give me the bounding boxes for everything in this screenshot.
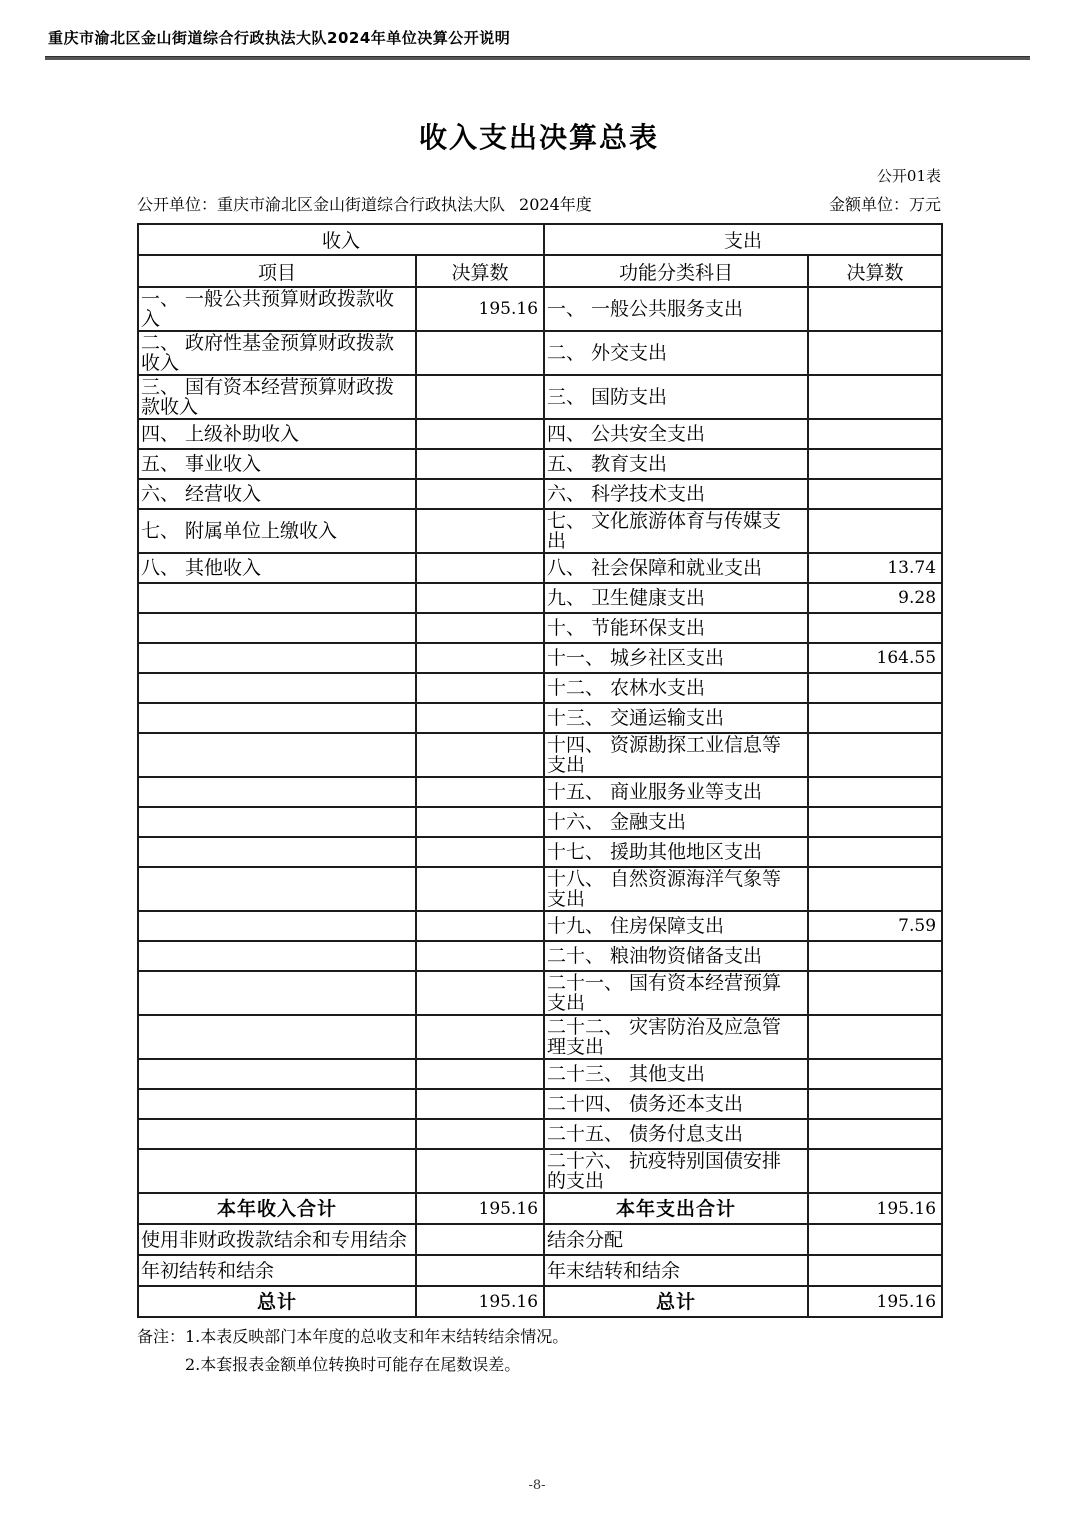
table-row <box>138 941 942 971</box>
income-value-cell <box>416 867 544 911</box>
table-row <box>138 479 942 509</box>
income-value-cell <box>416 583 544 613</box>
table-row <box>138 777 942 807</box>
table-number-label: 公开01表 <box>876 167 941 185</box>
table-row <box>138 553 942 583</box>
table-row <box>138 375 942 419</box>
income-item-cell <box>138 1119 416 1149</box>
table-header <box>138 224 942 287</box>
expense-item-cell: 八、 社会保障和就业支出 <box>544 553 808 583</box>
income-item-cell: 本年收入合计 <box>138 1193 416 1224</box>
table-row <box>138 509 942 553</box>
income-item-cell <box>138 837 416 867</box>
income-value-cell <box>416 807 544 837</box>
expense-item-cell: 十、 节能环保支出 <box>544 613 808 643</box>
expense-item-cell: 十六、 金融支出 <box>544 807 808 837</box>
income-item-cell: 五、 事业收入 <box>138 449 416 479</box>
publish-unit-label: 公开单位： <box>137 195 218 214</box>
expense-item-cell: 十七、 援助其他地区支出 <box>544 837 808 867</box>
expense-item-cell: 二十、 粮油物资储备支出 <box>544 941 808 971</box>
income-item-cell: 四、 上级补助收入 <box>138 419 416 449</box>
income-item-cell: 年初结转和结余 <box>138 1255 416 1286</box>
expense-value-cell <box>808 449 942 479</box>
table-row <box>138 613 942 643</box>
expense-item-cell: 一、 一般公共服务支出 <box>544 287 808 331</box>
expense-value-cell <box>808 1255 942 1286</box>
note-line-2: 2.本套报表金额单位转换时可能存在尾数误差。 <box>185 1355 521 1374</box>
expense-item-cell: 结余分配 <box>544 1224 808 1255</box>
meta-line <box>137 194 941 216</box>
expense-value-cell <box>808 971 942 1015</box>
table-row <box>138 807 942 837</box>
income-value-cell <box>416 971 544 1015</box>
table-row <box>138 1015 942 1059</box>
income-value-cell: 195.16 <box>416 287 544 331</box>
fiscal-year: 2024年度 <box>519 195 592 214</box>
income-value-cell <box>416 1089 544 1119</box>
income-item-cell <box>138 673 416 703</box>
table-row <box>138 331 942 375</box>
expense-value-cell <box>808 1015 942 1059</box>
income-item-cell <box>138 1149 416 1193</box>
header-divider <box>45 56 1030 60</box>
document-header-title: 重庆市渝北区金山街道综合行政执法大队2024年单位决算公开说明 <box>48 29 511 47</box>
col-header-income-value: 决算数 <box>416 255 544 287</box>
col-header-expense-item: 功能分类科目 <box>544 255 808 287</box>
table-row <box>138 867 942 911</box>
page-number: -8- <box>528 1478 546 1493</box>
expense-item-cell: 三、 国防支出 <box>544 375 808 419</box>
income-value-cell <box>416 331 544 375</box>
expense-item-cell: 本年支出合计 <box>544 1193 808 1224</box>
income-value-cell <box>416 1255 544 1286</box>
expense-value-cell <box>808 419 942 449</box>
table-row <box>138 911 942 941</box>
income-value-cell <box>416 777 544 807</box>
summary-row <box>138 1286 942 1317</box>
expense-value-cell <box>808 1119 942 1149</box>
expense-item-cell: 十五、 商业服务业等支出 <box>544 777 808 807</box>
expense-item-cell: 十三、 交通运输支出 <box>544 703 808 733</box>
table-row <box>138 703 942 733</box>
income-item-cell <box>138 733 416 777</box>
expense-value-cell <box>808 941 942 971</box>
income-item-cell <box>138 807 416 837</box>
expense-value-cell: 164.55 <box>808 643 942 673</box>
income-value-cell <box>416 837 544 867</box>
income-item-cell: 使用非财政拨款结余和专用结余 <box>138 1224 416 1255</box>
table-row <box>138 287 942 331</box>
col-header-expense-value: 决算数 <box>808 255 942 287</box>
table-row <box>138 733 942 777</box>
table-row <box>138 971 942 1015</box>
income-value-cell <box>416 375 544 419</box>
expense-item-cell: 总计 <box>544 1286 808 1317</box>
income-value-cell <box>416 1119 544 1149</box>
income-item-cell <box>138 613 416 643</box>
expense-value-cell <box>808 867 942 911</box>
income-value-cell <box>416 1149 544 1193</box>
expense-value-cell <box>808 673 942 703</box>
income-value-cell <box>416 613 544 643</box>
expense-item-cell: 二十四、 债务还本支出 <box>544 1089 808 1119</box>
income-value-cell: 195.16 <box>416 1286 544 1317</box>
expense-value-cell <box>808 1224 942 1255</box>
page-title: 收入支出决算总表 <box>418 121 659 154</box>
expense-item-cell: 二十六、 抗疫特别国债安排的支出 <box>544 1149 808 1193</box>
income-value-cell <box>416 449 544 479</box>
expense-item-cell: 十八、 自然资源海洋气象等支出 <box>544 867 808 911</box>
income-value-cell <box>416 1224 544 1255</box>
expense-item-cell: 十一、 城乡社区支出 <box>544 643 808 673</box>
expense-value-cell <box>808 777 942 807</box>
income-item-cell <box>138 941 416 971</box>
table-row <box>138 419 942 449</box>
col-header-income-item: 项目 <box>138 255 416 287</box>
income-item-cell <box>138 1015 416 1059</box>
income-section-header: 收入 <box>138 224 544 255</box>
income-item-cell: 二、 政府性基金预算财政拨款收入 <box>138 331 416 375</box>
expense-item-cell: 二十五、 债务付息支出 <box>544 1119 808 1149</box>
income-item-cell <box>138 583 416 613</box>
expense-item-cell: 十二、 农林水支出 <box>544 673 808 703</box>
income-item-cell: 六、 经营收入 <box>138 479 416 509</box>
expense-value-cell <box>808 1059 942 1089</box>
expense-section-header: 支出 <box>544 224 942 255</box>
income-value-cell <box>416 553 544 583</box>
expense-value-cell <box>808 807 942 837</box>
expense-value-cell <box>808 703 942 733</box>
expense-value-cell <box>808 1149 942 1193</box>
table-row <box>138 1149 942 1193</box>
income-value-cell <box>416 1015 544 1059</box>
income-item-cell <box>138 867 416 911</box>
expense-item-cell: 十九、 住房保障支出 <box>544 911 808 941</box>
income-value-cell: 195.16 <box>416 1193 544 1224</box>
expense-item-cell: 年末结转和结余 <box>544 1255 808 1286</box>
income-value-cell <box>416 941 544 971</box>
expense-value-cell <box>808 287 942 331</box>
publish-unit <box>137 194 592 216</box>
expense-value-cell <box>808 479 942 509</box>
income-item-cell <box>138 1089 416 1119</box>
income-value-cell <box>416 911 544 941</box>
income-item-cell <box>138 703 416 733</box>
income-item-cell <box>138 1059 416 1089</box>
income-item-cell: 一、 一般公共预算财政拨款收入 <box>138 287 416 331</box>
income-value-cell <box>416 703 544 733</box>
income-value-cell <box>416 1059 544 1089</box>
expense-value-cell: 7.59 <box>808 911 942 941</box>
table-row <box>138 1119 942 1149</box>
table-row <box>138 1089 942 1119</box>
expense-value-cell: 195.16 <box>808 1286 942 1317</box>
summary-row <box>138 1224 942 1255</box>
expense-value-cell <box>808 837 942 867</box>
summary-row <box>138 1193 942 1224</box>
income-value-cell <box>416 479 544 509</box>
column-header-row <box>138 255 942 287</box>
expense-value-cell: 13.74 <box>808 553 942 583</box>
expense-value-cell: 195.16 <box>808 1193 942 1224</box>
income-item-cell <box>138 971 416 1015</box>
expense-item-cell: 十四、 资源勘探工业信息等支出 <box>544 733 808 777</box>
income-value-cell <box>416 509 544 553</box>
expense-item-cell: 四、 公共安全支出 <box>544 419 808 449</box>
budget-summary-table <box>137 223 943 1318</box>
expense-item-cell: 六、 科学技术支出 <box>544 479 808 509</box>
income-value-cell <box>416 643 544 673</box>
expense-value-cell <box>808 733 942 777</box>
table-row <box>138 449 942 479</box>
expense-value-cell <box>808 613 942 643</box>
notes <box>137 1323 941 1379</box>
expense-value-cell <box>808 509 942 553</box>
expense-value-cell: 9.28 <box>808 583 942 613</box>
expense-item-cell: 二十二、 灾害防治及应急管理支出 <box>544 1015 808 1059</box>
publish-unit-name: 重庆市渝北区金山街道综合行政执法大队 <box>217 195 506 214</box>
expense-item-cell: 二十一、 国有资本经营预算支出 <box>544 971 808 1015</box>
income-item-cell <box>138 777 416 807</box>
section-header-row <box>138 224 942 255</box>
expense-item-cell: 七、 文化旅游体育与传媒支出 <box>544 509 808 553</box>
income-item-cell: 总计 <box>138 1286 416 1317</box>
income-item-cell <box>138 911 416 941</box>
table-row <box>138 1059 942 1089</box>
income-value-cell <box>416 673 544 703</box>
income-value-cell <box>416 419 544 449</box>
table-body <box>138 287 942 1317</box>
table-row <box>138 583 942 613</box>
income-item-cell: 八、 其他收入 <box>138 553 416 583</box>
table-row <box>138 673 942 703</box>
table-row <box>138 643 942 673</box>
expense-item-cell: 九、 卫生健康支出 <box>544 583 808 613</box>
table-row <box>138 837 942 867</box>
expense-item-cell: 二十三、 其他支出 <box>544 1059 808 1089</box>
amount-unit-label: 金额单位：万元 <box>828 195 941 214</box>
note-line-1: 备注：1.本表反映部门本年度的总收支和年末结转结余情况。 <box>137 1327 569 1346</box>
document-content <box>137 120 941 1379</box>
income-item-cell <box>138 643 416 673</box>
income-item-cell: 七、 附属单位上缴收入 <box>138 509 416 553</box>
expense-item-cell: 二、 外交支出 <box>544 331 808 375</box>
expense-value-cell <box>808 375 942 419</box>
expense-item-cell: 五、 教育支出 <box>544 449 808 479</box>
income-item-cell: 三、 国有资本经营预算财政拨款收入 <box>138 375 416 419</box>
income-value-cell <box>416 733 544 777</box>
expense-value-cell <box>808 331 942 375</box>
summary-row <box>138 1255 942 1286</box>
expense-value-cell <box>808 1089 942 1119</box>
